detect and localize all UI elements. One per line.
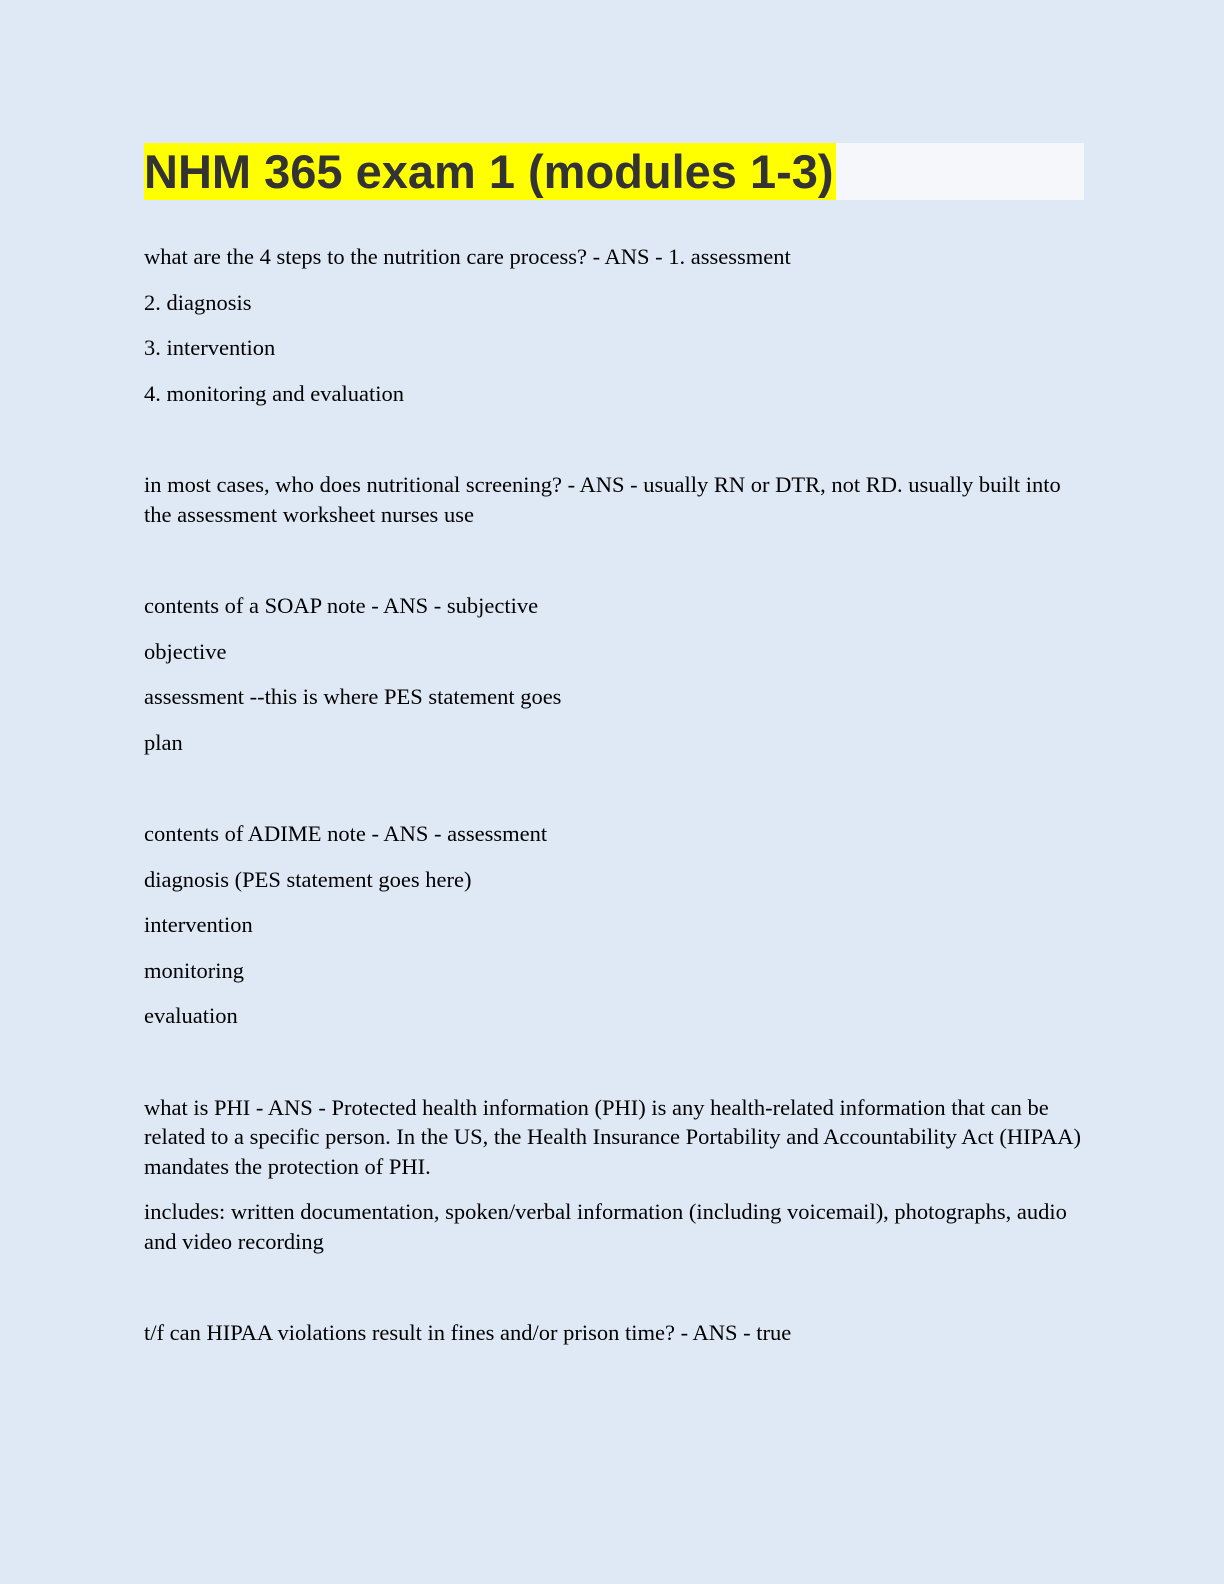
qa-line: intervention xyxy=(144,912,253,937)
qa-block xyxy=(144,1093,1084,1257)
qa-line: plan xyxy=(144,729,183,755)
title-bar xyxy=(144,143,1084,200)
qa-line: contents of a SOAP note - ANS - subjective xyxy=(144,593,539,618)
document-content xyxy=(144,242,1084,1348)
qa-line: in most cases, who does nutritional screening? - ANS - usually RN or DTR, not RD. usually built into the assessment worksheet nurses use xyxy=(144,472,1061,527)
qa-line: monitoring xyxy=(144,957,244,983)
qa-block xyxy=(144,1318,1084,1348)
qa-line: what is PHI - ANS - Protected health information (PHI) is any health-related information that can be related to a specific person. In the US, the Health Insurance Portability and Accountability Act (HIPAA) mandates the protection of PHI. xyxy=(144,1094,1082,1179)
qa-line: includes: written documentation, spoken/verbal information (including voicemail), photographs, audio and video recording xyxy=(144,1199,1067,1254)
qa-line: diagnosis (PES statement goes here) xyxy=(144,866,472,892)
qa-line: objective xyxy=(144,638,227,664)
qa-line: 3. intervention xyxy=(144,335,276,360)
qa-line: assessment --this is where PES statement goes xyxy=(144,684,562,709)
qa-line: 2. diagnosis xyxy=(144,289,252,315)
qa-block xyxy=(144,242,1084,408)
qa-line: what are the 4 steps to the nutrition care process? - ANS - 1. assessment xyxy=(144,244,791,269)
qa-block xyxy=(144,470,1084,529)
qa-block xyxy=(144,819,1084,1031)
qa-line: contents of ADIME note - ANS - assessment xyxy=(144,821,548,846)
qa-line: t/f can HIPAA violations result in fines and/or prison time? - ANS - true xyxy=(144,1320,792,1345)
qa-line: 4. monitoring and evaluation xyxy=(144,380,404,406)
page-title: NHM 365 exam 1 (modules 1-3) xyxy=(144,145,834,198)
document-page xyxy=(144,143,1084,1348)
qa-block xyxy=(144,591,1084,757)
qa-line: evaluation xyxy=(144,1003,238,1028)
